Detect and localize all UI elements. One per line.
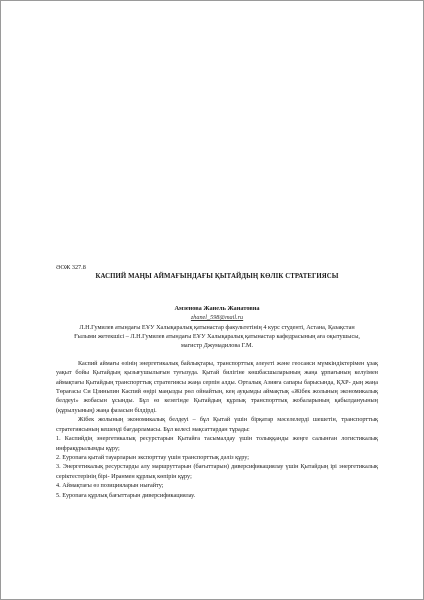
udc-code: ӘОЖ 327.8 [56, 264, 86, 271]
article-content [56, 263, 378, 500]
body-paragraph: Каспий аймағы өзінің энергетикалық байлықтары, транспорттық әлеуеті және геосаяси мүмкіндіктерімен ұзақ уақыт бойы Қытайдың қызығушылығын туғызуда. Қытай билігіне көшбасшыларының жаңа ұрпағының келуімен аймақтағы Қытайдың транспорттық стратегиясы жаңа серпін алды. Орталық Азияға сапары барысында, ҚХР- дың жаңа Төрағасы Си Цзиньпин Каспий өңірі маңызды рөл ойнайтын, кең ауқымды аймақтық «Жібек жолының экономикалық белдеуі» жобасын ұсынды. Бұл өз кезегінде Қытайдың құрлық транспорттық жобаларының қабылдануының (құрылуының) жаңа фазасын білдірді. [56, 359, 378, 414]
list-item: 2. Еуропаға қытай тауарларын экспорттау үшін транспорттық дәліз құру; [56, 453, 250, 461]
body-paragraph: Жібек жолының экономикалық белдеуі – бұл Қытай үшін бірқатар мәселелерді шешетін, транспорттық стратегиясының кешенді бағдарламасы. Бұл келесі мақсаттардан тұрады: [56, 416, 378, 433]
article-title: КАСПИЙ МАҢЫ АЙМАҒЫНДАҒЫ ҚЫТАЙДЫҢ КӨЛІК СТРАТЕГИЯСЫ [95, 273, 339, 281]
author-affiliation: Л.Н.Гумилев атындағы ЕҰУ Халықаралық қатынастар факультетінің 4 курс студенті, Астана, Қазақстан [79, 323, 355, 331]
author-name: Амзенова Жанель Жанатовна [174, 304, 260, 312]
list-item: 4. Аймақтағы өз позицияларын нығайту; [56, 482, 164, 490]
article-body [56, 359, 378, 500]
scientific-advisor: Ғылыми жетекшісі – Л.Н.Гумилев атындағы ЕҰУ Халықаралық қатынастар кафедрасының аға оқытушысы, магистр Джумадилова Г.М. [74, 333, 360, 350]
author-email[interactable]: zhanel_598@mail.ru [190, 314, 244, 322]
list-item: 3. Энергетикалық ресурстарды алу маршруттарын (бағыттарын) диверсификациялау үшін Қытайдың ірі энергетикалық серіктестерінің бірі- Иранмен құрлық көпірін құру; [56, 463, 378, 480]
goals-list [56, 434, 378, 500]
list-item: 5. Еуропаға құрлық бағыттарын диверсификациялау. [56, 491, 196, 499]
list-item: 1. Каспийдің энергетикалық ресурстарын Қытайға тасымалдау үшін толыққанды жеңге салынған логистикалық инфрақұрылымды құру; [56, 435, 378, 452]
